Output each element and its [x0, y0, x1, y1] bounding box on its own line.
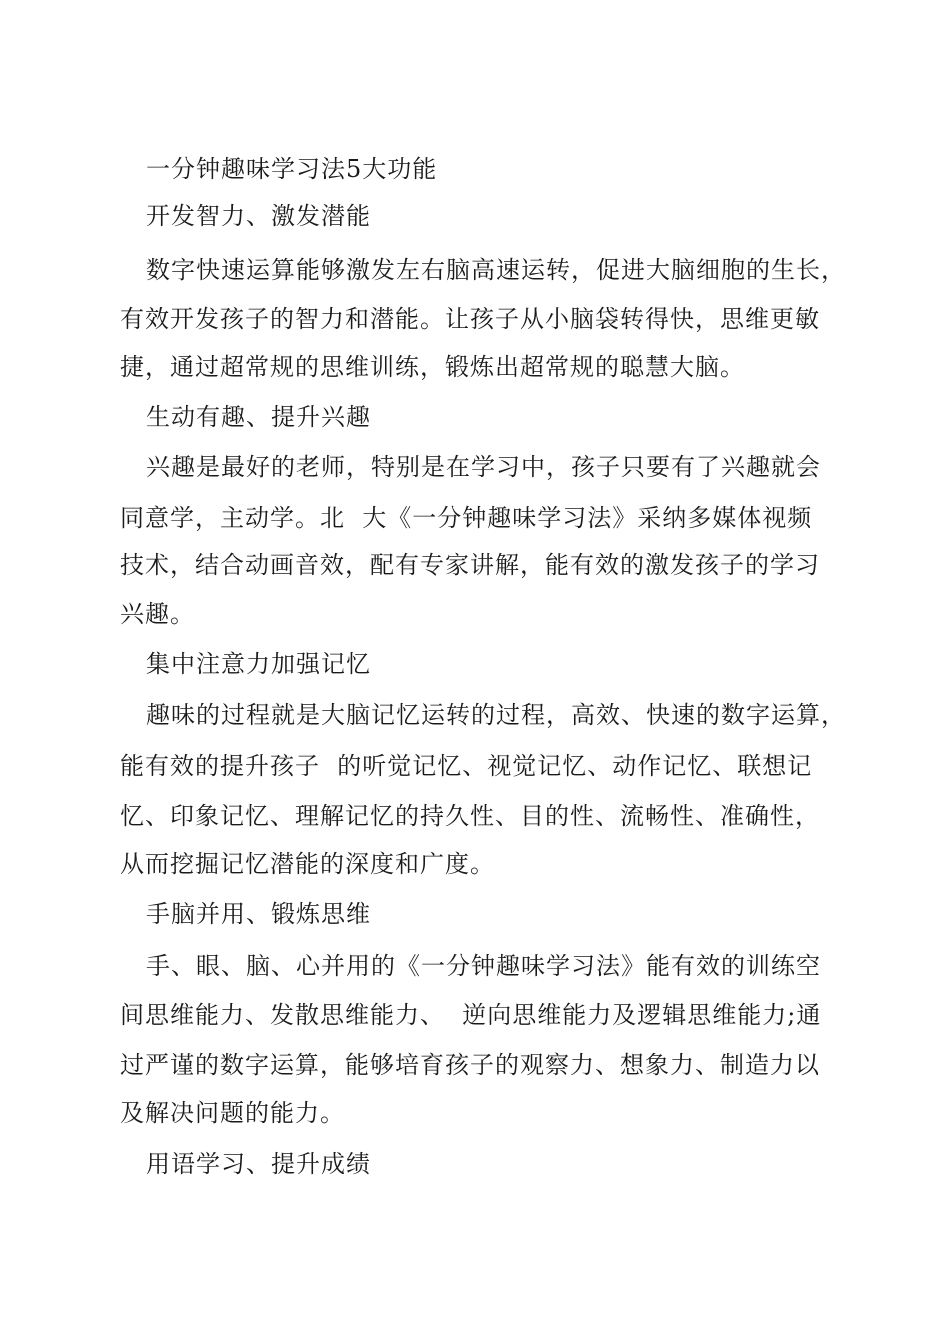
paragraph-line: 忆、印象记忆、理解记忆的持久性、目的性、流畅性、准确性， [120, 802, 820, 830]
paragraph-line: 同意学，主动学。北 大《一分钟趣味学习法》采纳多媒体视频 [120, 504, 813, 532]
paragraph-line: 从而挖掘记忆潜能的深度和广度。 [120, 850, 495, 878]
section-heading: 开发智力、激发潜能 [146, 202, 371, 230]
paragraph-line: 有效开发孩子的智力和潜能。让孩子从小脑袋转得快，思维更敏 [120, 305, 820, 333]
paragraph-line: 兴趣。 [120, 600, 195, 628]
paragraph-line: 趣味的过程就是大脑记忆运转的过程，高效、快速的数字运算， [146, 701, 846, 729]
section-heading: 生动有趣、提升兴趣 [146, 403, 371, 431]
section-heading: 手脑并用、锻炼思维 [146, 900, 371, 928]
paragraph-line: 兴趣是最好的老师，特别是在学习中，孩子只要有了兴趣就会 [146, 453, 821, 481]
section-heading: 集中注意力加强记忆 [146, 650, 371, 678]
paragraph-line: 手、眼、脑、心并用的《一分钟趣味学习法》能有效的训练空 [146, 952, 821, 980]
paragraph-line: 技术，结合动画音效，配有专家讲解，能有效的激发孩子的学习 [120, 551, 820, 579]
paragraph-line: 及解决问题的能力。 [120, 1099, 345, 1127]
paragraph-line: 过严谨的数字运算，能够培育孩子的观察力、想象力、制造力以 [120, 1051, 820, 1079]
paragraph-line: 捷，通过超常规的思维训练，锻炼出超常规的聪慧大脑。 [120, 353, 745, 381]
document-title: 一分钟趣味学习法5大功能 [146, 155, 438, 183]
paragraph-line: 间思维能力、发散思维能力、 逆向思维能力及逻辑思维能力;通 [120, 1001, 822, 1029]
section-heading: 用语学习、提升成绩 [146, 1150, 371, 1178]
paragraph-line: 数字快速运算能够激发左右脑高速运转，促进大脑细胞的生长， [146, 256, 846, 284]
paragraph-line: 能有效的提升孩子 的听觉记忆、视觉记忆、动作记忆、联想记 [120, 752, 813, 780]
